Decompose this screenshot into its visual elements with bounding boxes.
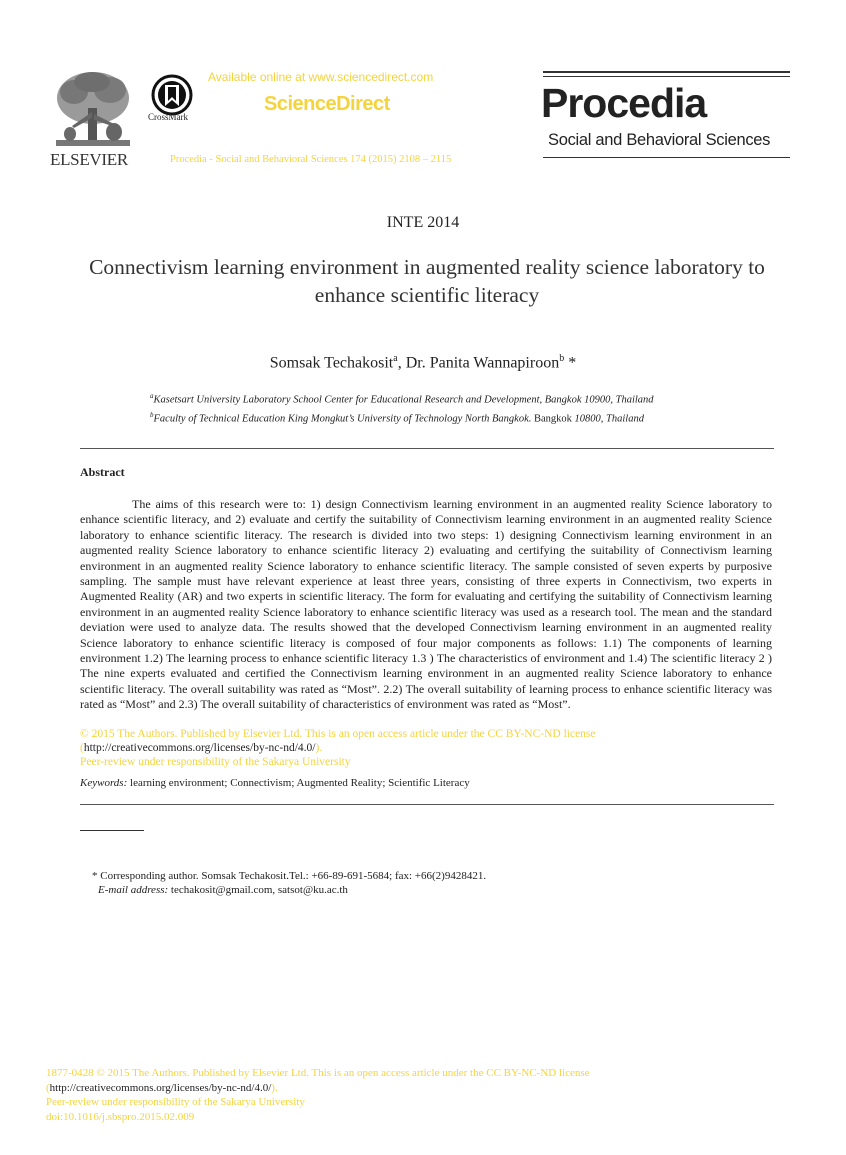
bottom-issn-license: 1877-0428 © 2015 The Authors. Published by Elsevier Ltd. This is an open access article under the CC BY-NC-ND license (46, 1067, 590, 1079)
bottom-paren-close: ). (271, 1081, 278, 1094)
corresponding-star: * (564, 354, 577, 372)
bottom-doi[interactable]: doi:10.1016/j.sbspro.2015.02.009 (46, 1110, 195, 1123)
procedia-title: Procedia (541, 80, 707, 126)
available-online-text: Available online at www.sciencedirect.com (208, 70, 434, 84)
corresponding-author-line: * Corresponding author. Somsak Techakosit.Tel.: +66-89-691-5684; fax: +66(2)9428421. (92, 870, 487, 882)
author-1-affil-marker: a (393, 353, 398, 364)
keywords-line (80, 777, 470, 789)
keywords-label: Keywords: (80, 777, 128, 789)
author-list (0, 353, 846, 372)
abstract-heading: Abstract (80, 465, 125, 479)
license-paren-close: ). (315, 742, 323, 754)
procedia-bottom-rule (543, 157, 790, 158)
affiliation-b-marker: b (150, 410, 154, 419)
email-label: E-mail address: (98, 884, 169, 896)
license-url-link[interactable]: http://creativecommons.org/licenses/by-nc-nd/4.0/ (83, 742, 316, 754)
affiliation-a-marker: a (150, 392, 154, 400)
affiliation-b-text: Faculty of Technical Education King Mongkut’s University of Technology North Bangkok. (153, 413, 532, 424)
affiliation-a-text: Kasetsart University Laboratory School Center for Educational Research and Development, Bangkok 10900, Thailand (153, 394, 654, 406)
affiliation-b (150, 408, 770, 427)
license-line: © 2015 The Authors. Published by Elsevier Ltd. This is an open access article under the CC BY-NC-ND license (80, 728, 596, 740)
publisher-name: ELSEVIER (50, 150, 128, 169)
email-line (92, 883, 486, 897)
procedia-second-rule (543, 76, 790, 77)
bottom-peer-review: Peer-review under responsibility of the Sakarya University (46, 1096, 305, 1108)
paper-title: Connectivism learning environment in augmented reality science laboratory to enhance scientific literacy (89, 255, 765, 307)
bottom-license-url-link[interactable]: http://creativecommons.org/licenses/by-nc-nd/4.0/ (49, 1081, 272, 1094)
crossmark-icon[interactable] (151, 74, 193, 116)
corresponding-author-footnote (92, 869, 486, 897)
crossmark-label: CrossMark (148, 112, 188, 122)
sciencedirect-logo: ScienceDirect (264, 93, 390, 115)
conference-name: INTE 2014 (386, 214, 460, 231)
journal-citation: Procedia - Social and Behavioral Sciences 174 (2015) 2108 – 2115 (170, 154, 452, 165)
bottom-paren-open: ( (46, 1081, 50, 1094)
author-separator: , (397, 354, 406, 372)
author-2-affil-marker: b (559, 353, 565, 364)
affiliations (150, 389, 770, 426)
abstract-text: The aims of this research were to: 1) design Connectivism learning environment in an augmented reality Science laboratory to enhance scientific literacy, and 2) evaluate and certify the suitability of Connectivism learning environment in an augmented reality Science laboratory to enhance scientific literacy. The research is divided into two steps: 1) designing Connectivism learning environment in an augmented reality Science laboratory to enhance scientific literacy 2) evaluating and certifying the suitability of Connectivism learning environment in an augmented reality Science laboratory to enhance scientific literacy. The sample consisted of seven experts by purposive sampling. The sample must have relevant experience at least three years, consisting of three experts in Connectivism, two experts in Augmented Reality (AR) and two experts in scientific literacy. The form for evaluating and certifying the suitability of Connectivism learning environment in an augmented reality Science laboratory to enhance scientific literacy was used as a research tool. The mean and the standard deviation were used to analyze data. The results showed that the developed Connectivism learning environment in an augmented reality Science laboratory to enhance scientific literacy is composed of four major components as follows: 1.1) The components of learning environment 1.2) The learning process to enhance scientific literacy 1.3 ) The characteristics of environment and 1.4) The scientific literacy 2 ) The nine experts evaluated and certified the Connectivism learning environment in an augmented reality Science laboratory to enhance scientific literacy. The overall suitability was rated as “Most”. 2.2) The overall suitability of learning process to enhance scientific literacy was rated as “Most” and 2.3) The overall suitability of characteristics of environment was rated as “Most”. (80, 497, 772, 712)
author-2-name: Dr. Panita Wannapiroon (405, 354, 560, 372)
author-1-name: Somsak Techakosit (269, 354, 394, 372)
elsevier-tree-logo (52, 68, 134, 152)
peer-review-line: Peer-review under responsibility of the Sakarya University (80, 756, 351, 768)
abstract-body (80, 497, 772, 713)
abstract-license (80, 727, 596, 769)
keywords-text: learning environment; Connectivism; Augmented Reality; Scientific Literacy (127, 777, 470, 789)
procedia-top-rule (543, 71, 790, 73)
email-addresses[interactable]: techakosit@gmail.com, satsot@ku.ac.th (168, 884, 348, 896)
affiliation-a (150, 389, 770, 408)
affiliation-b-postcode: 10800, Thailand (574, 413, 644, 424)
abstract-top-rule (80, 448, 774, 449)
procedia-subtitle: Social and Behavioral Sciences (548, 131, 771, 149)
abstract-bottom-rule (80, 804, 774, 805)
footnote-rule (80, 830, 144, 831)
license-paren-open: ( (80, 742, 84, 754)
bottom-license-block (46, 1066, 590, 1124)
affiliation-b-city: Bangkok (531, 413, 575, 424)
